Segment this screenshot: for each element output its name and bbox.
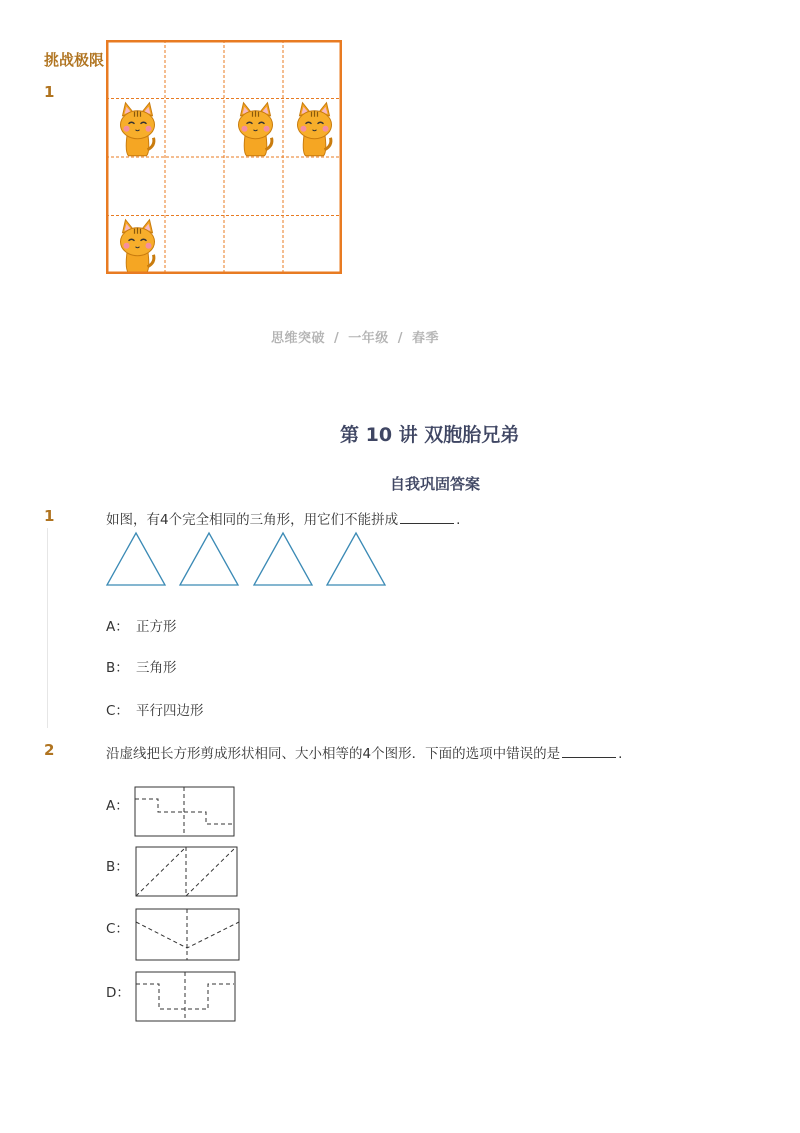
question-1-option-b[interactable]	[106, 656, 177, 676]
question-1-number: 1	[44, 507, 55, 525]
question-2-option-a-label: A：	[106, 798, 129, 814]
cat-icon	[239, 103, 273, 156]
question-2-option-c-figure[interactable]	[135, 908, 241, 966]
question-2-text	[106, 742, 622, 762]
cat-icon	[121, 103, 155, 156]
challenge-label: 挑战极限1	[44, 51, 105, 101]
question-2-option-b-figure[interactable]	[135, 846, 239, 902]
cat-grid	[106, 40, 342, 274]
question-1-text	[106, 508, 460, 528]
triangle-2	[180, 533, 238, 585]
question-1-rule	[47, 528, 48, 728]
footer-part-subject: 思维突破	[270, 331, 325, 346]
footer-separator: /	[397, 331, 403, 346]
question-2-prompt: 沿虚线把长方形剪成形状相同、大小相等的4个图形．下面的选项中错误的是	[106, 746, 561, 762]
question-1-option-a[interactable]	[106, 615, 177, 635]
question-2-option-d-figure[interactable]	[135, 971, 237, 1027]
option-text: 正方形	[136, 619, 177, 635]
question-1-prompt: 如图，有4个完全相同的三角形，用它们不能拼成	[106, 512, 399, 528]
question-2-period: .	[618, 746, 623, 762]
lecture-title: 第 10 讲 双胞胎兄弟	[340, 424, 520, 446]
question-1-option-c[interactable]	[106, 699, 204, 719]
footer-part-term: 春季	[412, 331, 440, 346]
triangle-4	[327, 533, 385, 585]
footer-part-grade: 一年级	[348, 331, 389, 346]
option-text: 平行四边形	[136, 703, 204, 719]
cat-icon	[298, 103, 332, 156]
answer-blank	[400, 509, 454, 524]
answer-blank	[562, 743, 616, 758]
question-2-number: 2	[44, 741, 55, 759]
question-2-option-b-label: B：	[106, 859, 129, 875]
footer-breadcrumb	[0, 327, 710, 346]
triangle-3	[254, 533, 312, 585]
footer-separator: /	[333, 331, 340, 346]
option-letter: C：	[106, 703, 129, 719]
question-1-period: .	[456, 512, 461, 528]
question-2-option-a-figure[interactable]	[134, 786, 236, 842]
question-2-option-d-label: D：	[106, 985, 130, 1001]
section-title: 自我巩固答案	[390, 475, 481, 493]
question-1-figure	[104, 530, 394, 594]
option-letter: A：	[106, 619, 129, 635]
option-text: 三角形	[136, 660, 177, 676]
cat-icon	[121, 220, 155, 273]
option-letter: B：	[106, 660, 129, 676]
question-2-option-c-label: C：	[106, 921, 129, 937]
triangle-1	[107, 533, 165, 585]
